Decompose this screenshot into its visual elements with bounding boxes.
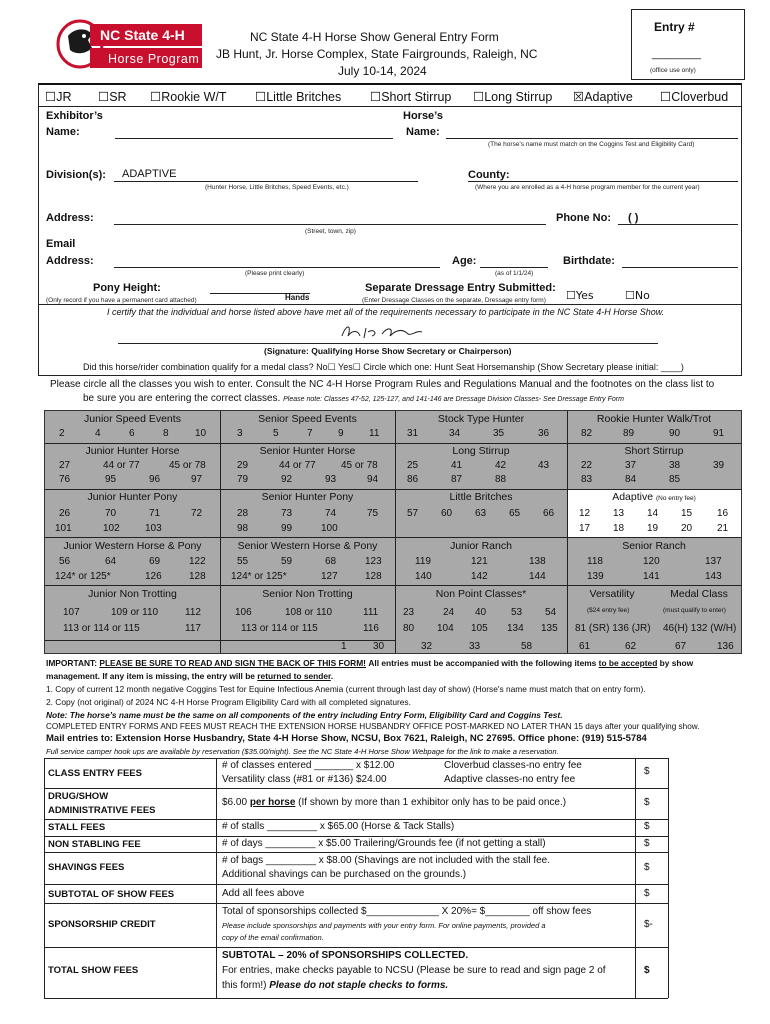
class-number[interactable]: 140 [415, 571, 432, 582]
svg-text:Horse Program: Horse Program [108, 52, 200, 66]
class-number[interactable]: 65 [509, 508, 521, 519]
dressage-no-checkbox[interactable]: ☐No [625, 289, 650, 302]
class-number[interactable]: 86 [407, 474, 419, 485]
class-number[interactable]: 34 [449, 428, 461, 439]
category-cloverbud[interactable]: ☐Cloverbud [660, 89, 729, 104]
class-number[interactable]: 100 [321, 523, 338, 534]
junior-hunter-horse-title: Junior Hunter Horse [85, 445, 180, 457]
total-text-2: For entries, make checks payable to NCSU (Please be sure to read and sign page 2 of [222, 965, 606, 976]
signature-image [338, 320, 438, 342]
class-number[interactable]: 122 [189, 556, 206, 567]
class-number[interactable]: 45 or 78 [169, 460, 206, 471]
category-little-britches[interactable]: ☐Little Britches [255, 89, 342, 104]
adaptive-note: Adaptive classes-no entry fee [444, 774, 576, 785]
long-stirrup-title: Long Stirrup [452, 445, 510, 457]
category-rookie[interactable]: ☐Rookie W/T [150, 89, 227, 104]
dressage-yes-checkbox[interactable]: ☐Yes [566, 289, 594, 302]
email-note: (Please print clearly) [245, 270, 305, 277]
class-number[interactable]: 119 [415, 556, 431, 567]
dressage-label: Separate Dressage Entry Submitted: [365, 282, 556, 294]
class-number[interactable]: 81 (SR) 136 (JR) [575, 623, 651, 634]
class-number[interactable]: 120 [643, 556, 660, 567]
birthdate-field[interactable] [622, 267, 738, 268]
class-number[interactable]: 95 [105, 474, 117, 485]
horse-label-1: Horse’s [403, 110, 443, 122]
office-use-note: (office use only) [650, 67, 696, 74]
class-number[interactable]: 22 [581, 460, 593, 471]
sponsorship-total[interactable]: $- [644, 919, 653, 930]
class-number[interactable]: 83 [581, 474, 593, 485]
top-rule [38, 83, 742, 85]
class-number[interactable]: 107 [63, 607, 80, 618]
class-number[interactable]: 18 [613, 523, 625, 534]
class-number[interactable]: 128 [189, 571, 206, 582]
phone-underline [618, 224, 738, 225]
class-number[interactable]: 45 or 78 [341, 460, 378, 471]
non-stabling-days-field[interactable]: # of days _________ x $5.00 Trailering/Grounds fee (if not getting a stall) [222, 838, 546, 849]
adaptive-title: Adaptive (No entry fee) [612, 491, 696, 503]
versatility-fee-text: Versatility class (#81 or #136) $24.00 [222, 774, 387, 785]
class-number[interactable]: 126 [145, 571, 162, 582]
class-number[interactable]: 27 [59, 460, 71, 471]
class-number[interactable]: 37 [625, 460, 637, 471]
drug-fee-text: $6.00 per horse (If shown by more than 1 exhibitor only has to be paid once.) [222, 797, 567, 808]
class-number[interactable]: 63 [475, 508, 487, 519]
class-number[interactable]: 54 [545, 607, 557, 618]
class-number[interactable]: 124* or 125* [231, 571, 287, 582]
important-line-6: COMPLETED ENTRY FORMS AND FEES MUST REACH THE EXTENSION HORSE HUSBANDRY OFFICE POST-MARKED NO LATER THAN 15 days after your qualifying show. [46, 722, 700, 731]
subtotal-total[interactable]: $ [644, 888, 650, 899]
drug-fee-total[interactable]: $ [644, 797, 650, 808]
senior-hunter-horse-title: Senior Hunter Horse [259, 445, 356, 457]
class-number[interactable]: 92 [281, 474, 293, 485]
short-stirrup-title: Short Stirrup [624, 445, 684, 457]
shavings-total[interactable]: $ [644, 862, 650, 873]
class-number[interactable]: 142 [471, 571, 488, 582]
stall-fees-label: STALL FEES [48, 822, 106, 833]
class-number[interactable]: 106 [235, 607, 252, 618]
class-number[interactable]: 143 [705, 571, 722, 582]
county-label: County: [468, 169, 510, 181]
class-number[interactable]: 87 [451, 474, 463, 485]
class-number[interactable]: 31 [407, 428, 419, 439]
signature-line[interactable] [118, 343, 658, 344]
instructions-line-1: Please circle all the classes you wish to enter. Consult the NC 4-H Horse Program Rules and Regulations Manual and the footnotes on the class list to [50, 379, 715, 390]
division-value[interactable]: ADAPTIVE [122, 168, 177, 180]
class-number[interactable]: 30 [373, 641, 385, 652]
shavings-note: Additional shavings can be purchased on the grounds.) [222, 869, 467, 880]
address-field[interactable] [114, 224, 546, 225]
class-number[interactable]: 124* or 125* [55, 571, 111, 582]
non-stabling-label: NON STABLING FEE [48, 839, 141, 850]
entry-number-label: Entry # [654, 20, 695, 34]
class-number[interactable]: 66 [543, 508, 555, 519]
horse-name-note: (The horse’s name must match on the Coggins Test and Eligibility Card) [488, 141, 695, 148]
class-number[interactable]: 127 [321, 571, 338, 582]
class-entry-total[interactable]: $ [644, 766, 650, 777]
fee-table [44, 758, 668, 998]
class-number[interactable]: 61 [579, 641, 591, 652]
class-number[interactable]: 44 or 77 [103, 460, 140, 471]
class-number[interactable]: 28 [237, 508, 249, 519]
class-number[interactable]: 84 [625, 474, 637, 485]
class-number[interactable]: 136 [717, 641, 734, 652]
shavings-bags-field[interactable]: # of bags _________ x $8.00 (Shavings are not included with the stall fee. [222, 855, 551, 866]
class-number[interactable]: 12 [579, 508, 591, 519]
category-rule [38, 106, 742, 107]
class-number[interactable]: 7 [307, 428, 313, 439]
class-number[interactable]: 57 [407, 508, 419, 519]
class-number[interactable]: 139 [587, 571, 604, 582]
class-number[interactable]: 137 [705, 556, 722, 567]
senior-ranch-title: Senior Ranch [622, 540, 686, 552]
class-number[interactable]: 74 [325, 508, 337, 519]
total-fees-label: TOTAL SHOW FEES [48, 965, 139, 976]
class-number[interactable]: 17 [579, 523, 591, 534]
medal-title: Medal Class [670, 588, 728, 600]
class-number[interactable]: 2 [59, 428, 65, 439]
category-short-stirrup[interactable]: ☐Short Stirrup [370, 89, 452, 104]
class-number[interactable]: 39 [713, 460, 725, 471]
svg-text:NC State 4-H: NC State 4-H [100, 27, 185, 43]
class-number[interactable]: 94 [367, 474, 379, 485]
rookie-title: Rookie Hunter Walk/Trot [596, 413, 712, 425]
class-number[interactable]: 42 [495, 460, 507, 471]
birthdate-label: Birthdate: [563, 255, 615, 267]
class-number[interactable]: 117 [185, 623, 201, 634]
dressage-note: (Enter Dressage Classes on the separate, Dressage entry form) [362, 297, 546, 304]
class-number[interactable]: 144 [529, 571, 546, 582]
left-rule [38, 84, 39, 375]
email-field[interactable] [114, 267, 440, 268]
instructions-rule [38, 375, 742, 376]
junior-speed-title: Junior Speed Events [84, 413, 181, 425]
class-number[interactable]: 11 [369, 428, 380, 439]
class-number[interactable]: 113 or 114 or 115 [241, 623, 318, 634]
class-number[interactable]: 108 or 110 [285, 607, 333, 618]
class-number[interactable]: 104 [437, 623, 454, 634]
class-number[interactable]: 41 [451, 460, 463, 471]
address-note: (Street, town, zip) [305, 228, 356, 235]
class-number[interactable]: 90 [669, 428, 681, 439]
class-number[interactable]: 25 [407, 460, 419, 471]
important-line-4: 2. Copy (not original) of 2024 NC 4-H Horse Program Eligibility Card with all completed signatures. [46, 697, 411, 707]
right-rule [741, 84, 742, 375]
class-number[interactable]: 53 [511, 607, 523, 618]
class-number[interactable]: 91 [713, 428, 725, 439]
class-number[interactable]: 113 or 114 or 115 [63, 623, 140, 634]
county-note: (Where you are enrolled as a 4-H horse program member for the current year) [475, 184, 700, 191]
category-adaptive[interactable]: ☒Adaptive [573, 89, 633, 104]
email-label-1: Email [46, 238, 76, 250]
instructions-line-2: be sure you are entering the correct classes. Please note: Classes 47-52, 125-127, and 141-146 are Dressage Division Classes- See Dressage Entry Form [83, 393, 624, 404]
class-number[interactable]: 59 [281, 556, 293, 567]
nc-state-4h-logo [56, 18, 202, 70]
senior-hunter-pony-title: Senior Hunter Pony [261, 491, 354, 503]
important-line-1: IMPORTANT: PLEASE BE SURE TO READ AND SIGN THE BACK OF THIS FORM! All entries must be accompanied with the following items to be accepted by show [46, 658, 694, 668]
class-number[interactable]: 123 [365, 556, 382, 567]
class-number[interactable]: 26 [59, 508, 71, 519]
medal-note: (must qualify to enter) [663, 607, 726, 614]
exhibitor-label-1: Exhibitor’s [46, 110, 103, 122]
exhibitor-name-field[interactable] [115, 138, 393, 139]
class-number[interactable]: 71 [149, 508, 161, 519]
class-number[interactable]: 99 [281, 523, 293, 534]
class-number[interactable]: 58 [521, 641, 533, 652]
class-number[interactable]: 8 [163, 428, 169, 439]
class-number[interactable]: 35 [493, 428, 505, 439]
class-number[interactable]: 112 [185, 607, 201, 618]
class-number[interactable]: 102 [103, 523, 120, 534]
county-field[interactable] [468, 181, 738, 182]
mailing-address: Mail entries to: Extension Horse Husbandry, State 4-H Horse Show, NCSU, Box 7621, Raleigh, NC 27695. Office phone: (919) 515-5784 [46, 733, 647, 744]
class-number[interactable]: 85 [669, 474, 681, 485]
class-number[interactable]: 15 [681, 508, 693, 519]
entry-number-field[interactable]: ________ [652, 48, 701, 60]
class-number[interactable]: 14 [647, 508, 659, 519]
class-number[interactable]: 79 [237, 474, 249, 485]
stall-fee-total[interactable]: $ [644, 821, 650, 832]
phone-label: Phone No: [556, 212, 611, 224]
class-number[interactable]: 88 [495, 474, 507, 485]
class-number[interactable]: 82 [581, 428, 593, 439]
class-number[interactable]: 80 [403, 623, 415, 634]
class-number[interactable]: 96 [149, 474, 161, 485]
non-stabling-total[interactable]: $ [644, 838, 650, 849]
class-number[interactable]: 101 [55, 523, 72, 534]
class-number[interactable]: 13 [613, 508, 625, 519]
form-venue: JB Hunt, Jr. Horse Complex, State Fairgrounds, Raleigh, NC [216, 47, 538, 61]
class-number[interactable]: 43 [538, 460, 550, 471]
class-number[interactable]: 55 [237, 556, 249, 567]
junior-western-title: Junior Western Horse & Pony [63, 540, 202, 552]
class-number[interactable]: 67 [675, 641, 687, 652]
junior-non-trotting-title: Junior Non Trotting [88, 588, 177, 600]
junior-ranch-title: Junior Ranch [450, 540, 512, 552]
pony-height-label: Pony Height: [93, 282, 161, 294]
senior-speed-title: Senior Speed Events [258, 413, 357, 425]
class-number[interactable]: 10 [195, 428, 207, 439]
class-number[interactable]: 93 [325, 474, 337, 485]
important-line-5: Note: The horse’s name must be the same on all components of the entry including Entry Form, Eligibility Card and Coggins Test. [46, 710, 563, 720]
class-number[interactable]: 40 [475, 607, 487, 618]
sponsorship-label: SPONSORSHIP CREDIT [48, 919, 156, 930]
age-note: (as of 1/1/24) [495, 270, 534, 277]
division-note: (Hunter Horse, Little Britches, Speed Events, etc.) [205, 184, 349, 191]
class-number[interactable]: 62 [625, 641, 637, 652]
sponsorship-note-1: Please include sponsorships and payments with your entry form. For online payments, provided a [222, 921, 546, 930]
signature-caption: (Signature: Qualifying Horse Show Secretary or Chairperson) [264, 346, 512, 356]
class-number[interactable]: 20 [681, 523, 693, 534]
junior-hunter-pony-title: Junior Hunter Pony [87, 491, 178, 503]
class-number[interactable]: 73 [281, 508, 293, 519]
horse-name-field[interactable] [446, 138, 738, 139]
class-number[interactable]: 121 [471, 556, 488, 567]
class-number[interactable]: 29 [237, 460, 249, 471]
senior-western-title: Senior Western Horse & Pony [237, 540, 378, 552]
class-number[interactable]: 134 [507, 623, 524, 634]
category-sr[interactable]: ☐SR [98, 89, 127, 104]
class-number[interactable]: 23 [403, 607, 415, 618]
certify-statement: I certify that the individual and horse listed above have met all of the requirements necessary to participate in the NC State 4-H Horse Show. [107, 307, 665, 317]
class-number[interactable]: 38 [669, 460, 681, 471]
class-number[interactable]: 76 [59, 474, 71, 485]
class-number[interactable]: 70 [105, 508, 117, 519]
stock-type-title: Stock Type Hunter [437, 413, 525, 425]
class-number[interactable]: 138 [529, 556, 546, 567]
email-label-2: Address: [46, 255, 94, 267]
class-number[interactable]: 21 [717, 523, 729, 534]
versatility-note: ($24 entry fee) [587, 607, 630, 614]
class-number[interactable]: 9 [338, 428, 344, 439]
horse-label-2: Name: [406, 126, 440, 138]
class-number[interactable]: 1 [341, 641, 347, 652]
class-number[interactable]: 128 [365, 571, 382, 582]
class-number[interactable]: 16 [717, 508, 729, 519]
class-number[interactable]: 141 [643, 571, 660, 582]
grand-total[interactable]: $ [644, 965, 650, 976]
class-number[interactable]: 69 [149, 556, 161, 567]
class-number[interactable]: 32 [421, 641, 433, 652]
senior-non-trotting-title: Senior Non Trotting [262, 588, 353, 600]
camper-note: Full service camper hook ups are available by reservation ($35.00/night). See the NC State 4-H Horse Show Webpage for the link to make a reservation. [46, 747, 559, 756]
class-number[interactable]: 24 [443, 607, 455, 618]
form-title: NC State 4-H Horse Show General Entry Form [250, 30, 499, 44]
class-number[interactable]: 33 [469, 641, 481, 652]
class-number[interactable]: 64 [105, 556, 117, 567]
class-number[interactable]: 105 [471, 623, 488, 634]
class-number[interactable]: 3 [237, 428, 243, 439]
cloverbud-note: Cloverbud classes-no entry fee [444, 760, 582, 771]
little-britches-title: Little Britches [449, 491, 513, 503]
subtotal-text: Add all fees above [222, 888, 305, 899]
medal-question[interactable]: Did this horse/rider combination qualify for a medal class? No☐ Yes☐ Circle which one: Hunt Seat Horsemanship (Show Secretary please initial: ____) [83, 362, 684, 372]
non-point-title: Non Point Classes* [435, 588, 527, 600]
division-field[interactable] [114, 181, 418, 182]
class-grid [44, 410, 742, 654]
class-number[interactable]: 72 [191, 508, 203, 519]
versatility-title: Versatility [589, 588, 635, 600]
total-text-3: this form!) Please do not staple checks to forms. [222, 980, 449, 991]
class-number[interactable]: 68 [325, 556, 337, 567]
class-number[interactable]: 109 or 110 [111, 607, 159, 618]
class-number[interactable]: 75 [367, 508, 379, 519]
drug-fees-label-1: DRUG/SHOW [48, 791, 109, 802]
sponsorship-field[interactable]: Total of sponsorships collected $_____________ X 20%= $________ off show fees [222, 906, 592, 917]
address-label: Address: [46, 212, 94, 224]
important-line-3: 1. Copy of current 12 month negative Coggins Test for Equine Infectious Anemia (current through last day of show) (Horse's name must match that on entry form). [46, 684, 646, 694]
class-number[interactable]: 36 [538, 428, 550, 439]
shavings-fees-label: SHAVINGS FEES [48, 862, 125, 873]
subtotal-label: SUBTOTAL OF SHOW FEES [48, 889, 175, 900]
exhibitor-label-2: Name: [46, 126, 80, 138]
hands-label: Hands [285, 293, 310, 302]
class-number[interactable]: 135 [541, 623, 558, 634]
class-number[interactable]: 89 [623, 428, 635, 439]
phone-field[interactable]: ( ) [628, 212, 639, 224]
class-number[interactable]: 44 or 77 [279, 460, 316, 471]
class-number[interactable]: 118 [587, 556, 603, 567]
total-text-1: SUBTOTAL – 20% of SPONSORSHIPS COLLECTED. [222, 950, 469, 961]
entry-number-box [631, 9, 745, 80]
class-number[interactable]: 111 [363, 607, 379, 618]
division-label: Division(s): [46, 169, 106, 181]
category-jr[interactable]: ☐JR [45, 89, 72, 104]
stalls-field[interactable]: # of stalls _________ x $65.00 (Horse & Tack Stalls) [222, 821, 455, 832]
class-number[interactable]: 97 [191, 474, 203, 485]
classes-entered-field[interactable]: # of classes entered _______ x $12.00 [222, 760, 395, 771]
class-number[interactable]: 6 [129, 428, 135, 439]
important-line-2: management. If any item is missing, the entry will be returned to sender. [46, 671, 334, 681]
class-number[interactable]: 19 [647, 523, 659, 534]
pony-height-note: (Only record if you have a permanent card attached) [46, 297, 197, 304]
class-number[interactable]: 46(H) 132 (W/H) [663, 623, 737, 634]
age-field[interactable] [480, 267, 548, 268]
class-number[interactable]: 60 [441, 508, 453, 519]
class-number[interactable]: 5 [273, 428, 279, 439]
drug-fees-label-2: ADMINISTRATIVE FEES [48, 805, 156, 816]
class-number[interactable]: 103 [145, 523, 162, 534]
class-entry-fees-label: CLASS ENTRY FEES [48, 768, 142, 779]
class-number[interactable]: 4 [95, 428, 101, 439]
class-number[interactable]: 98 [237, 523, 249, 534]
category-long-stirrup[interactable]: ☐Long Stirrup [473, 89, 553, 104]
form-dates: July 10-14, 2024 [338, 64, 427, 78]
sponsorship-note-2: copy of the email confirmation. [222, 933, 324, 942]
class-number[interactable]: 56 [59, 556, 71, 567]
class-number[interactable]: 116 [363, 623, 379, 634]
certify-rule [38, 304, 742, 305]
age-label: Age: [452, 255, 477, 267]
